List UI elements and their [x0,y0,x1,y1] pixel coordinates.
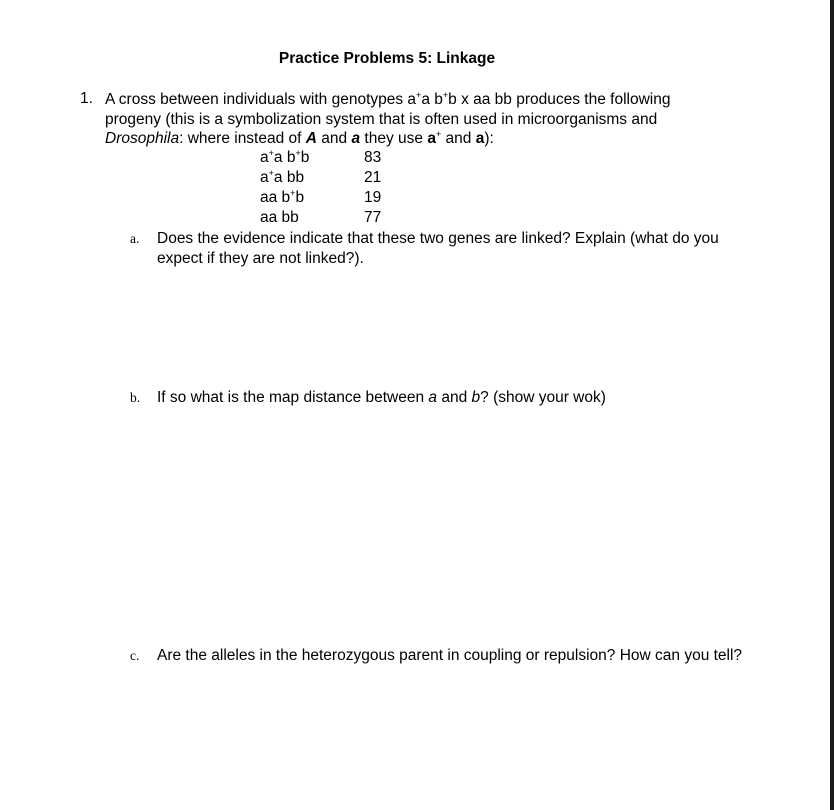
question-1-line-2: progeny (this is a symbolization system that is often used in microorganisms and [105,110,658,128]
genotype: aa bb [260,209,299,226]
question-number: 1. [80,90,93,107]
question-1-text [105,90,751,149]
progeny-count: 21 [364,169,382,186]
page-edge [830,0,834,810]
sub-question-b-text: If so what is the map distance between a and b? (show your wok) [157,389,606,406]
sub-question-b-letter: b. [130,390,141,405]
progeny-count: 77 [364,209,382,226]
sub-question-a-letter: a. [130,231,140,246]
sub-question-c-text: Are the alleles in the heterozygous parent in coupling or repulsion? How can you tell? [157,647,743,664]
genotype: a+a b+b [260,148,310,166]
progeny-count: 19 [364,189,382,206]
sub-question-a-text: Does the evidence indicate that these two genes are linked? Explain (what do you expect if they are not linked?). [157,230,719,267]
sub-question-c-letter: c. [130,648,140,663]
question-1-line-1: A cross between individuals with genotypes a+a b+b x aa bb produces the following [105,90,671,108]
page-title: Practice Problems 5: Linkage [278,50,496,67]
question-1-line-3: Drosophila: where instead of A and a they use a+ and a): [105,129,494,148]
progeny-count: 83 [364,149,382,166]
genotype: a+a bb [260,168,305,186]
genotype: aa b+b [260,188,305,206]
